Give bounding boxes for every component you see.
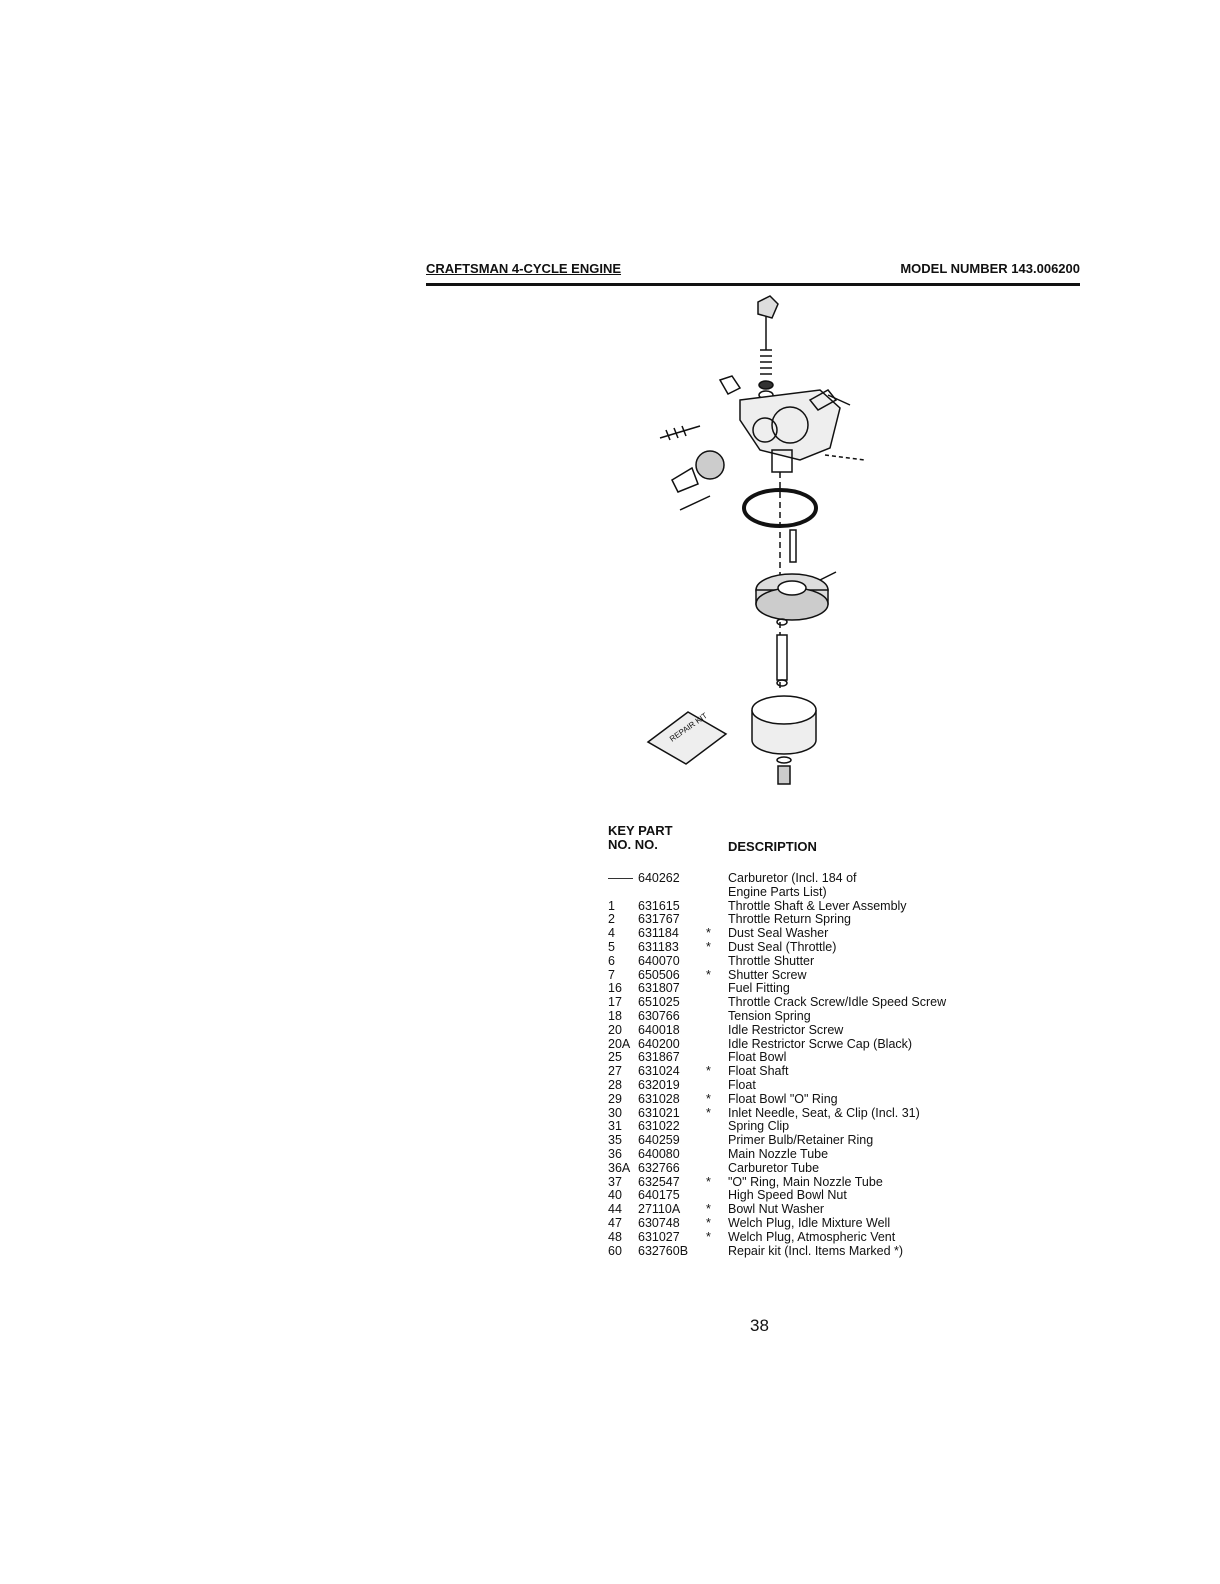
part-no: 640200: [638, 1036, 680, 1051]
repair-kit-mark: *: [706, 1105, 711, 1120]
key-no: ——: [608, 871, 633, 885]
model-number: MODEL NUMBER 143.006200: [900, 261, 1080, 276]
main-nozzle-tube: [777, 635, 787, 680]
bowl-nut: [778, 766, 790, 784]
throttle-lever: [758, 296, 778, 318]
key-no: 40: [608, 1188, 622, 1203]
part-description: Spring Clip: [728, 1119, 790, 1134]
part-description: Primer Bulb/Retainer Ring: [728, 1133, 874, 1148]
key-no: 29: [608, 1091, 622, 1106]
part-row: [608, 1010, 1028, 1024]
part-row: [608, 941, 1028, 955]
key-no: 47: [608, 1215, 622, 1230]
part-row: [608, 1093, 1028, 1107]
part-description: Welch Plug, Idle Mixture Well: [728, 1215, 891, 1230]
part-no: 632019: [638, 1077, 680, 1092]
part-row: [608, 969, 1028, 983]
part-no: 650506: [638, 967, 680, 982]
part-description: Float Bowl "O" Ring: [728, 1091, 838, 1106]
part-no: 631867: [638, 1050, 680, 1065]
header-title: CRAFTSMAN 4-CYCLE ENGINE: [426, 261, 622, 276]
part-no: 630748: [638, 1215, 680, 1230]
part-row: [608, 955, 1028, 969]
part-description: Tension Spring: [728, 1008, 811, 1023]
part-row: [608, 1245, 1028, 1259]
part-row: [608, 1189, 1028, 1203]
part-description: Throttle Return Spring: [728, 912, 851, 927]
primer-bulb: [696, 451, 724, 479]
part-description: Bowl Nut Washer: [728, 1202, 825, 1217]
key-no: 37: [608, 1174, 622, 1189]
part-description: Throttle Crack Screw/Idle Speed Screw: [728, 995, 947, 1010]
part-no: 651025: [638, 995, 680, 1010]
key-no: 28: [608, 1077, 622, 1092]
part-row: [608, 1217, 1028, 1231]
repair-kit-package: [648, 712, 726, 764]
part-row: [608, 1231, 1028, 1245]
part-row: [608, 872, 1028, 900]
part-description: Fuel Fitting: [728, 981, 790, 996]
part-row: [608, 900, 1028, 914]
part-row: [608, 1065, 1028, 1079]
part-no: 631027: [638, 1229, 680, 1244]
throttle-shutter: [720, 376, 740, 394]
part-description-cont: Engine Parts List): [728, 884, 827, 899]
key-no: 18: [608, 1008, 622, 1023]
key-no: 6: [608, 953, 615, 968]
part-description: High Speed Bowl Nut: [728, 1188, 847, 1203]
page-header: [426, 259, 1080, 286]
part-description: Inlet Needle, Seat, & Clip (Incl. 31): [728, 1105, 920, 1120]
inlet-needle: [790, 530, 796, 562]
part-row: [608, 1079, 1028, 1093]
part-no: 631022: [638, 1119, 680, 1134]
key-no: 36A: [608, 1160, 631, 1175]
part-description: "O" Ring, Main Nozzle Tube: [728, 1174, 883, 1189]
part-description: Dust Seal Washer: [728, 926, 829, 941]
carburetor-exploded-diagram: [600, 290, 900, 810]
key-no: 17: [608, 995, 622, 1010]
part-no: 640262: [638, 871, 680, 885]
part-no: 631184: [638, 926, 679, 941]
key-no: 25: [608, 1050, 622, 1065]
repair-kit-mark: *: [706, 1091, 711, 1106]
page-number: 38: [750, 1316, 769, 1335]
repair-kit-mark: *: [706, 1174, 711, 1189]
part-no: 630766: [638, 1008, 680, 1023]
part-no: 640080: [638, 1146, 680, 1161]
part-no: 27110A: [638, 1202, 681, 1217]
part-no: 631183: [638, 939, 679, 954]
part-row: [608, 996, 1028, 1010]
part-row: [608, 1024, 1028, 1038]
key-no: 36: [608, 1146, 622, 1161]
key-no: 30: [608, 1105, 622, 1120]
part-no: 632760B: [638, 1243, 689, 1258]
repair-kit-mark: *: [706, 1229, 711, 1244]
part-no: 631028: [638, 1091, 680, 1106]
parts-list-header: [608, 824, 1028, 872]
key-no: 20A: [608, 1036, 631, 1051]
part-row: [608, 1107, 1028, 1121]
key-no: 4: [608, 926, 615, 941]
part-no: 640018: [638, 1022, 680, 1037]
repair-kit-mark: *: [706, 967, 711, 982]
key-no: 31: [608, 1119, 622, 1134]
part-no: 631021: [638, 1105, 680, 1120]
key-no: 44: [608, 1202, 622, 1217]
key-no: 20: [608, 1022, 622, 1037]
return-spring: [760, 350, 772, 374]
parts-list: [608, 824, 1028, 1258]
part-description: Idle Restrictor Scrwe Cap (Black): [728, 1036, 913, 1051]
key-no: 5: [608, 939, 615, 954]
part-no: 631767: [638, 912, 680, 927]
repair-kit-mark: *: [706, 1064, 711, 1079]
idle-speed-screw: [660, 426, 700, 440]
part-no: 632766: [638, 1160, 680, 1175]
part-description: Float: [728, 1077, 756, 1092]
part-description: Float Shaft: [728, 1064, 789, 1079]
part-row: [608, 927, 1028, 941]
key-no: 7: [608, 967, 615, 982]
part-description: Idle Restrictor Screw: [728, 1022, 844, 1037]
key-no: 27: [608, 1064, 622, 1079]
part-row: [608, 1176, 1028, 1190]
key-part-header: [608, 824, 673, 852]
part-row: [608, 913, 1028, 927]
part-row: [608, 1051, 1028, 1065]
part-description: Repair kit (Incl. Items Marked *): [728, 1243, 904, 1258]
part-description: Carburetor Tube: [728, 1160, 820, 1175]
part-no: 640259: [638, 1133, 680, 1148]
repair-kit-label: REPAIR KIT: [667, 711, 710, 744]
repair-kit-mark: *: [706, 1215, 711, 1230]
key-no: 48: [608, 1229, 622, 1244]
part-no: 631024: [638, 1064, 680, 1079]
key-part-label: KEY PART: [608, 823, 673, 838]
parts-rows: [608, 872, 1028, 1258]
key-no: 1: [608, 898, 615, 913]
no-no-label: NO. NO.: [608, 837, 658, 852]
part-no: 631807: [638, 981, 680, 996]
part-no: 631615: [638, 898, 680, 913]
repair-kit-mark: *: [706, 1202, 711, 1217]
idle-restrictor-screw: [680, 496, 710, 510]
part-row: [608, 1038, 1028, 1052]
part-row: [608, 1134, 1028, 1148]
part-row: [608, 982, 1028, 996]
part-description: Main Nozzle Tube: [728, 1146, 829, 1161]
part-no: 640175: [638, 1188, 680, 1203]
part-description: Carburetor (Incl. 184 of: [728, 871, 857, 885]
key-no: 60: [608, 1243, 622, 1258]
part-description: Dust Seal (Throttle): [728, 939, 837, 954]
repair-kit-mark: *: [706, 926, 711, 941]
key-no: 35: [608, 1133, 622, 1148]
part-description: Shutter Screw: [728, 967, 807, 982]
key-no: 2: [608, 912, 615, 927]
key-no: 16: [608, 981, 622, 996]
part-description: Throttle Shutter: [728, 953, 815, 968]
part-no: 632547: [638, 1174, 680, 1189]
part-description: Throttle Shaft & Lever Assembly: [728, 898, 907, 913]
part-row: [608, 1203, 1028, 1217]
description-header: DESCRIPTION: [728, 839, 817, 854]
part-row: [608, 1120, 1028, 1134]
part-description: Float Bowl: [728, 1050, 787, 1065]
part-description: Welch Plug, Atmospheric Vent: [728, 1229, 896, 1244]
part-no: 640070: [638, 953, 680, 968]
part-row: [608, 1162, 1028, 1176]
repair-kit-mark: *: [706, 939, 711, 954]
part-row: [608, 1148, 1028, 1162]
